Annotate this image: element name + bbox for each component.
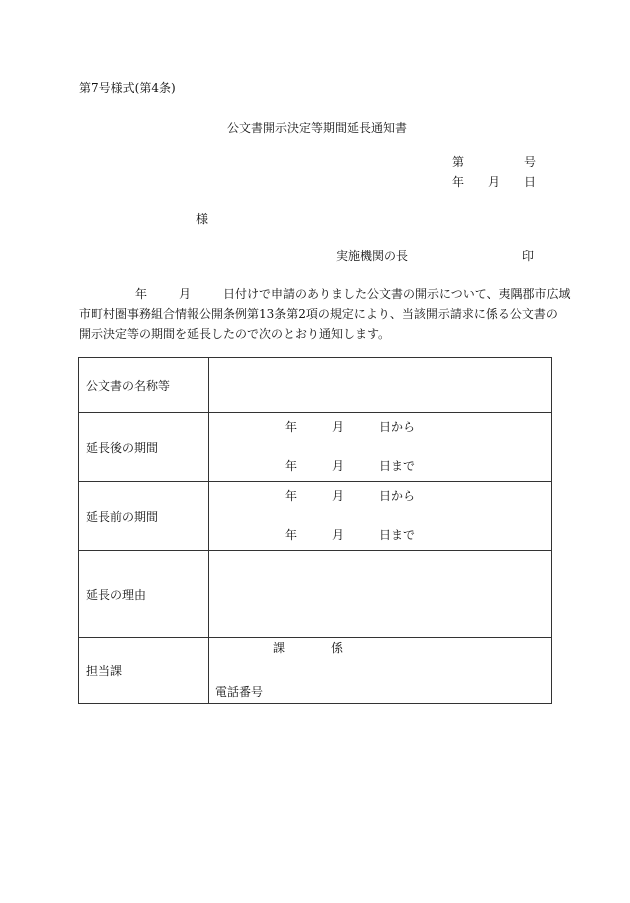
row-contact [79, 638, 552, 704]
contact-kakari: 係 [331, 641, 344, 655]
value-contact[interactable] [209, 638, 552, 704]
value-extended-period[interactable] [209, 413, 552, 482]
value-document-name[interactable] [209, 358, 552, 413]
contact-ka: 課 [273, 641, 286, 655]
seal-mark: 印 [522, 249, 535, 263]
before-to-month: 月 [332, 528, 345, 542]
document-title: 公文書開示決定等期間延長通知書 [227, 121, 408, 135]
body-line-1 [79, 284, 571, 304]
label-contact: 担当課 [79, 638, 209, 704]
after-from-month: 月 [332, 420, 345, 434]
form-number: 第7号様式(第4条) [79, 81, 176, 95]
before-from-year: 年 [285, 489, 298, 503]
label-previous-period: 延長前の期間 [79, 482, 209, 551]
after-to-day: 日まで [379, 459, 416, 473]
row-document-name [79, 358, 552, 413]
value-previous-period[interactable] [209, 482, 552, 551]
body-paragraph [79, 284, 571, 344]
row-reason [79, 551, 552, 638]
row-previous-period [79, 482, 552, 551]
after-to-year: 年 [285, 459, 298, 473]
date-day: 日 [524, 175, 537, 189]
row-extended-period [79, 413, 552, 482]
body-year: 年 [135, 287, 148, 301]
ref-dai: 第 [452, 155, 465, 169]
value-reason[interactable] [209, 551, 552, 638]
date-year: 年 [452, 175, 465, 189]
body-line-2: 市町村圏事務組合情報公開条例第13条第2項の規定により、当該開示請求に係る公文書の [79, 307, 558, 321]
after-from-year: 年 [285, 420, 298, 434]
label-document-name: 公文書の名称等 [79, 358, 209, 413]
after-from-day: 日から [379, 420, 416, 434]
body-month: 月 [179, 287, 192, 301]
before-to-year: 年 [285, 528, 298, 542]
before-to-day: 日まで [379, 528, 416, 542]
addressee-sama: 様 [196, 212, 209, 226]
body-line-3: 開示決定等の期間を延長したので次のとおり通知します。 [79, 327, 391, 341]
after-to-month: 月 [332, 459, 345, 473]
before-from-month: 月 [332, 489, 345, 503]
before-from-day: 日から [379, 489, 416, 503]
ref-go: 号 [524, 155, 537, 169]
body-line1-text: 日付けで申請のありました公文書の開示について、夷隅郡市広域 [223, 287, 571, 301]
notice-table [78, 357, 552, 704]
sender-label: 実施機関の長 [336, 249, 409, 263]
label-reason: 延長の理由 [79, 551, 209, 638]
contact-phone: 電話番号 [215, 685, 264, 699]
label-extended-period: 延長後の期間 [79, 413, 209, 482]
date-month: 月 [488, 175, 501, 189]
